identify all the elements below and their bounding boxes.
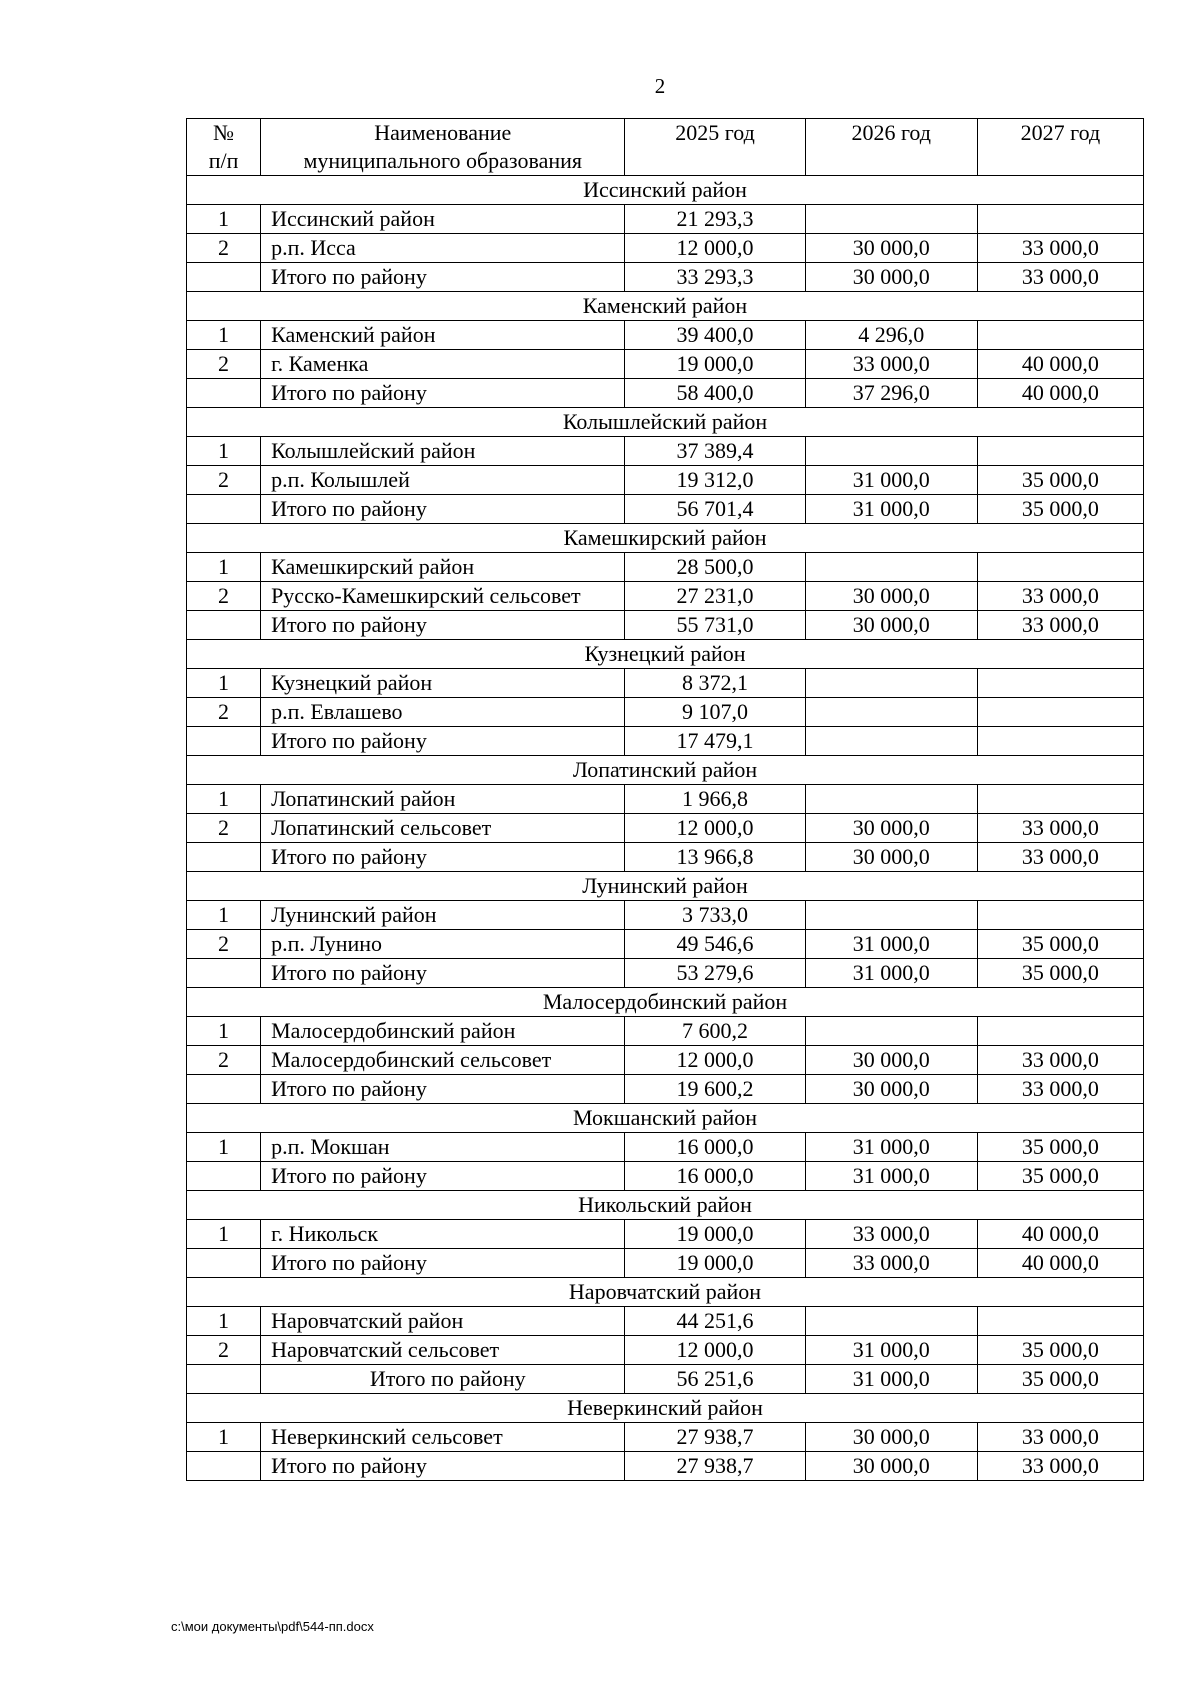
table-row	[187, 437, 1144, 466]
group-title: Мокшанский район	[187, 1104, 1144, 1133]
cell-2026: 30 000,0	[805, 1452, 977, 1481]
cell-name: Малосердобинский район	[261, 1017, 625, 1046]
cell-2025: 56 251,6	[625, 1365, 805, 1394]
cell-number: 1	[187, 553, 261, 582]
cell-number: 2	[187, 1336, 261, 1365]
cell-2026: 37 296,0	[805, 379, 977, 408]
group-row	[187, 988, 1144, 1017]
cell-name: Кузнецкий район	[261, 669, 625, 698]
cell-2026	[805, 785, 977, 814]
cell-name: Итого по району	[261, 263, 625, 292]
header-2025: 2025 год	[625, 119, 805, 176]
total-row	[187, 379, 1144, 408]
cell-2026: 33 000,0	[805, 350, 977, 379]
cell-number	[187, 1075, 261, 1104]
cell-number: 2	[187, 930, 261, 959]
cell-2025: 19 600,2	[625, 1075, 805, 1104]
cell-2025: 3 733,0	[625, 901, 805, 930]
cell-2025: 1 966,8	[625, 785, 805, 814]
cell-2025: 9 107,0	[625, 698, 805, 727]
cell-name: Итого по району	[261, 1365, 625, 1394]
cell-2025: 28 500,0	[625, 553, 805, 582]
cell-number: 1	[187, 321, 261, 350]
cell-2025: 58 400,0	[625, 379, 805, 408]
cell-2025: 13 966,8	[625, 843, 805, 872]
cell-2026: 30 000,0	[805, 1423, 977, 1452]
cell-2026: 31 000,0	[805, 466, 977, 495]
cell-2027: 40 000,0	[977, 379, 1143, 408]
cell-2025: 55 731,0	[625, 611, 805, 640]
total-row	[187, 959, 1144, 988]
group-row	[187, 640, 1144, 669]
table-row	[187, 698, 1144, 727]
group-row	[187, 524, 1144, 553]
cell-number	[187, 843, 261, 872]
cell-2025: 39 400,0	[625, 321, 805, 350]
table-row	[187, 234, 1144, 263]
cell-number: 2	[187, 1046, 261, 1075]
cell-number: 1	[187, 669, 261, 698]
group-title: Кузнецкий район	[187, 640, 1144, 669]
cell-2026: 31 000,0	[805, 1336, 977, 1365]
cell-2027	[977, 1017, 1143, 1046]
cell-2025: 53 279,6	[625, 959, 805, 988]
cell-name: Итого по району	[261, 495, 625, 524]
cell-number: 2	[187, 350, 261, 379]
table-row	[187, 785, 1144, 814]
cell-name: г. Никольск	[261, 1220, 625, 1249]
cell-2027	[977, 553, 1143, 582]
table-row	[187, 1220, 1144, 1249]
cell-2027	[977, 669, 1143, 698]
cell-2026: 31 000,0	[805, 1133, 977, 1162]
table-header-row	[187, 119, 1144, 176]
group-row	[187, 176, 1144, 205]
cell-number	[187, 1365, 261, 1394]
table-row	[187, 930, 1144, 959]
cell-2027: 35 000,0	[977, 1162, 1143, 1191]
table-row	[187, 466, 1144, 495]
header-2026: 2026 год	[805, 119, 977, 176]
cell-2025: 56 701,4	[625, 495, 805, 524]
cell-number	[187, 959, 261, 988]
table-row	[187, 1336, 1144, 1365]
cell-2026: 30 000,0	[805, 234, 977, 263]
cell-2026	[805, 1307, 977, 1336]
cell-2025: 12 000,0	[625, 234, 805, 263]
cell-2026	[805, 205, 977, 234]
cell-name: Малосердобинский сельсовет	[261, 1046, 625, 1075]
group-row	[187, 756, 1144, 785]
cell-2026	[805, 669, 977, 698]
header-2027: 2027 год	[977, 119, 1143, 176]
header-name-line1: Наименование	[374, 120, 512, 145]
cell-2027: 40 000,0	[977, 1220, 1143, 1249]
cell-2027: 35 000,0	[977, 1336, 1143, 1365]
page-number: 2	[654, 74, 666, 98]
cell-number: 2	[187, 814, 261, 843]
cell-name: Итого по району	[261, 1249, 625, 1278]
cell-2025: 44 251,6	[625, 1307, 805, 1336]
allocation-table	[186, 118, 1144, 1481]
header-number-line2: п/п	[208, 148, 239, 173]
group-row	[187, 408, 1144, 437]
cell-number: 1	[187, 901, 261, 930]
cell-name: р.п. Лунино	[261, 930, 625, 959]
cell-name: Итого по району	[261, 1452, 625, 1481]
cell-2025: 37 389,4	[625, 437, 805, 466]
cell-name: Иссинский район	[261, 205, 625, 234]
group-row	[187, 872, 1144, 901]
table-row	[187, 1017, 1144, 1046]
cell-2026	[805, 698, 977, 727]
group-title: Наровчатский район	[187, 1278, 1144, 1307]
cell-2026: 30 000,0	[805, 843, 977, 872]
cell-name: Русско-Камешкирский сельсовет	[261, 582, 625, 611]
cell-number	[187, 379, 261, 408]
cell-2027: 40 000,0	[977, 1249, 1143, 1278]
cell-2027: 35 000,0	[977, 495, 1143, 524]
table-row	[187, 205, 1144, 234]
cell-2027: 33 000,0	[977, 611, 1143, 640]
table-body	[187, 176, 1144, 1481]
group-row	[187, 1394, 1144, 1423]
cell-name: Итого по району	[261, 1162, 625, 1191]
cell-number: 1	[187, 785, 261, 814]
group-row	[187, 292, 1144, 321]
cell-2025: 33 293,3	[625, 263, 805, 292]
cell-2027: 35 000,0	[977, 959, 1143, 988]
cell-name: Наровчатский сельсовет	[261, 1336, 625, 1365]
cell-2026: 31 000,0	[805, 930, 977, 959]
cell-number	[187, 495, 261, 524]
header-number-line1: №	[213, 120, 235, 145]
cell-2026: 31 000,0	[805, 959, 977, 988]
cell-2026	[805, 553, 977, 582]
total-row	[187, 843, 1144, 872]
cell-number: 1	[187, 1307, 261, 1336]
cell-2026: 30 000,0	[805, 1046, 977, 1075]
cell-2026	[805, 901, 977, 930]
cell-2025: 19 000,0	[625, 350, 805, 379]
header-number	[187, 119, 261, 176]
table-row	[187, 553, 1144, 582]
table-row	[187, 1307, 1144, 1336]
cell-2026	[805, 727, 977, 756]
cell-2026: 33 000,0	[805, 1220, 977, 1249]
cell-name: Итого по району	[261, 1075, 625, 1104]
cell-2027: 33 000,0	[977, 843, 1143, 872]
cell-number	[187, 611, 261, 640]
cell-number: 1	[187, 205, 261, 234]
cell-2027: 33 000,0	[977, 814, 1143, 843]
cell-name: Итого по району	[261, 727, 625, 756]
cell-name: р.п. Колышлей	[261, 466, 625, 495]
cell-2025: 19 000,0	[625, 1249, 805, 1278]
cell-number	[187, 1452, 261, 1481]
cell-2026: 31 000,0	[805, 495, 977, 524]
cell-2027: 35 000,0	[977, 930, 1143, 959]
cell-2025: 12 000,0	[625, 1046, 805, 1075]
cell-number: 1	[187, 1423, 261, 1452]
cell-2027	[977, 1307, 1143, 1336]
cell-2025: 19 312,0	[625, 466, 805, 495]
cell-2027: 33 000,0	[977, 1452, 1143, 1481]
cell-number: 1	[187, 1017, 261, 1046]
table-row	[187, 1133, 1144, 1162]
total-row	[187, 727, 1144, 756]
cell-2027	[977, 437, 1143, 466]
cell-name: Наровчатский район	[261, 1307, 625, 1336]
cell-name: Каменский район	[261, 321, 625, 350]
cell-number: 2	[187, 582, 261, 611]
total-row	[187, 611, 1144, 640]
group-title: Малосердобинский район	[187, 988, 1144, 1017]
cell-2027: 35 000,0	[977, 466, 1143, 495]
cell-2025: 12 000,0	[625, 814, 805, 843]
cell-name: р.п. Евлашево	[261, 698, 625, 727]
table-row	[187, 582, 1144, 611]
table-row	[187, 901, 1144, 930]
footer-file-path: c:\мои документы\pdf\544-пп.docx	[171, 1619, 374, 1634]
cell-number	[187, 727, 261, 756]
cell-2026: 30 000,0	[805, 582, 977, 611]
cell-2026: 31 000,0	[805, 1162, 977, 1191]
group-title: Иссинский район	[187, 176, 1144, 205]
total-row	[187, 1249, 1144, 1278]
total-row	[187, 1365, 1144, 1394]
table-row	[187, 350, 1144, 379]
cell-2026: 30 000,0	[805, 611, 977, 640]
cell-number: 1	[187, 1133, 261, 1162]
cell-2027: 40 000,0	[977, 350, 1143, 379]
cell-name: Итого по району	[261, 611, 625, 640]
cell-2026: 4 296,0	[805, 321, 977, 350]
cell-2026: 30 000,0	[805, 1075, 977, 1104]
cell-2027: 33 000,0	[977, 234, 1143, 263]
table-row	[187, 814, 1144, 843]
cell-2027	[977, 205, 1143, 234]
cell-name: Неверкинский сельсовет	[261, 1423, 625, 1452]
cell-2025: 49 546,6	[625, 930, 805, 959]
table-row	[187, 1046, 1144, 1075]
cell-2025: 16 000,0	[625, 1162, 805, 1191]
cell-number	[187, 1249, 261, 1278]
cell-2027: 35 000,0	[977, 1133, 1143, 1162]
table-row	[187, 669, 1144, 698]
cell-2027: 33 000,0	[977, 582, 1143, 611]
group-row	[187, 1278, 1144, 1307]
header-name-line2: муниципального образования	[303, 148, 583, 173]
cell-2026	[805, 437, 977, 466]
cell-2025: 7 600,2	[625, 1017, 805, 1046]
group-title: Никольский район	[187, 1191, 1144, 1220]
group-title: Неверкинский район	[187, 1394, 1144, 1423]
cell-2027: 33 000,0	[977, 1046, 1143, 1075]
cell-2025: 19 000,0	[625, 1220, 805, 1249]
cell-number: 1	[187, 1220, 261, 1249]
table-row	[187, 321, 1144, 350]
cell-2026	[805, 1017, 977, 1046]
total-row	[187, 263, 1144, 292]
table-row	[187, 1423, 1144, 1452]
cell-2026: 33 000,0	[805, 1249, 977, 1278]
cell-2025: 27 938,7	[625, 1452, 805, 1481]
cell-number: 2	[187, 698, 261, 727]
cell-name: Лопатинский сельсовет	[261, 814, 625, 843]
cell-number: 1	[187, 437, 261, 466]
cell-2026: 30 000,0	[805, 814, 977, 843]
cell-2027	[977, 698, 1143, 727]
cell-2027: 33 000,0	[977, 1423, 1143, 1452]
cell-name: Камешкирский район	[261, 553, 625, 582]
total-row	[187, 1162, 1144, 1191]
cell-name: Итого по району	[261, 843, 625, 872]
cell-2025: 16 000,0	[625, 1133, 805, 1162]
total-row	[187, 1452, 1144, 1481]
cell-2026: 30 000,0	[805, 263, 977, 292]
cell-number	[187, 263, 261, 292]
cell-2027	[977, 901, 1143, 930]
cell-2025: 27 231,0	[625, 582, 805, 611]
cell-name: г. Каменка	[261, 350, 625, 379]
total-row	[187, 495, 1144, 524]
total-row	[187, 1075, 1144, 1104]
cell-name: р.п. Мокшан	[261, 1133, 625, 1162]
group-title: Лунинский район	[187, 872, 1144, 901]
cell-name: Лунинский район	[261, 901, 625, 930]
header-name	[261, 119, 625, 176]
cell-2027: 35 000,0	[977, 1365, 1143, 1394]
group-row	[187, 1104, 1144, 1133]
cell-name: Колышлейский район	[261, 437, 625, 466]
cell-name: р.п. Исса	[261, 234, 625, 263]
cell-number	[187, 1162, 261, 1191]
cell-2027	[977, 727, 1143, 756]
group-title: Лопатинский район	[187, 756, 1144, 785]
group-title: Камешкирский район	[187, 524, 1144, 553]
cell-2027: 33 000,0	[977, 263, 1143, 292]
cell-name: Итого по району	[261, 379, 625, 408]
cell-2025: 8 372,1	[625, 669, 805, 698]
cell-2027	[977, 321, 1143, 350]
cell-2027: 33 000,0	[977, 1075, 1143, 1104]
cell-2025: 12 000,0	[625, 1336, 805, 1365]
cell-2025: 17 479,1	[625, 727, 805, 756]
group-row	[187, 1191, 1144, 1220]
cell-2027	[977, 785, 1143, 814]
cell-2025: 27 938,7	[625, 1423, 805, 1452]
cell-name: Итого по району	[261, 959, 625, 988]
group-title: Каменский район	[187, 292, 1144, 321]
cell-number: 2	[187, 234, 261, 263]
cell-number: 2	[187, 466, 261, 495]
group-title: Колышлейский район	[187, 408, 1144, 437]
cell-2025: 21 293,3	[625, 205, 805, 234]
cell-2026: 31 000,0	[805, 1365, 977, 1394]
cell-name: Лопатинский район	[261, 785, 625, 814]
